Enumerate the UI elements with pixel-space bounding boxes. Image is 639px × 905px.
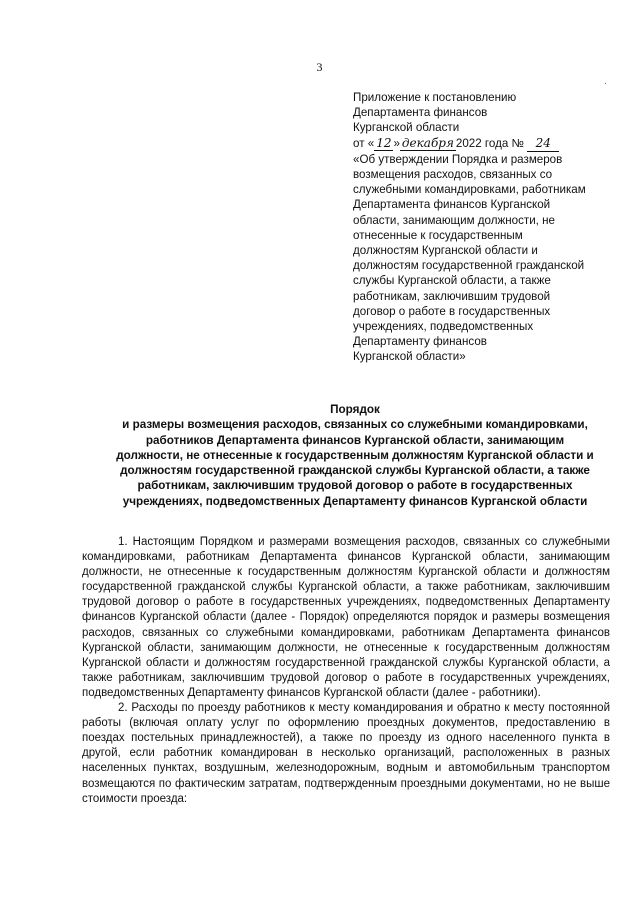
title-line: Порядок	[330, 403, 380, 416]
title-line: работников Департамента финансов Курганской области, занимающим	[145, 433, 565, 447]
appendix-date-line	[353, 136, 623, 152]
subject-line: Департаменту финансов	[353, 335, 487, 349]
subject-line: должностям государственной гражданской	[353, 259, 585, 273]
date-prefix: от «	[353, 136, 375, 150]
subject-line: работникам, заключившим трудовой	[353, 289, 551, 303]
paragraph-1: 1. Настоящим Порядком и размерами возмещения расходов, связанных со служебными командировками, работникам Департамента финансов Курганской области, занимающим должности, не отнесенные к государственным должностям Курганской области и должностям государственной гражданской службы Курганской области, а также работникам, заключившим трудовой договор о работе в государственных учреждениях, подведомственных Департаменту финансов Курганской области (далее - Порядок) определяются порядок и размеры возмещения расходов, связанных со служебными командировками, работникам Департамента финансов Курганской области, занимающим должности, не отнесенные к государственным должностям Курганской области и должностям государственной гражданской службы Курганской области, а также работникам, заключившим трудовой договор о работе в государственных учреждениях, подведомственных Департаменту финансов Курганской области (далее - работники).	[82, 536, 610, 699]
date-year: 2022 года №	[455, 136, 524, 150]
title-line: должности, не отнесенные к государственным должностям Курганской области и	[116, 448, 594, 462]
appendix-line: Департамента финансов	[353, 106, 488, 120]
title-line: работникам, заключившим трудовой договор о работе в государственных	[137, 479, 573, 493]
subject-line: Курганской области»	[353, 350, 466, 364]
appendix-line: Приложение к постановлению	[353, 91, 517, 104]
handwritten-month: декабря	[401, 135, 454, 150]
subject-line: службы Курганской области, а также	[353, 274, 551, 288]
subject-line: области, занимающим должности, не	[353, 213, 555, 227]
appendix-block	[353, 90, 623, 365]
handwritten-day: 12	[376, 135, 392, 150]
paragraph-2: 2. Расходы по проезду работников к месту командирования и обратно к месту постоянной работы (включая оплату услуг по оформлению проездных документов, предоставлению в поездах постельных принадлежностей), а также по проезду из одного населенного пункта в другой, если работник командирован в несколько организаций, расположенных в разных населенных пунктах, воздушным, железнодорожным, водным и автомобильным транспортом возмещаются по фактическим затратам, подтвержденным проездными документами, но не выше стоимости проезда:	[82, 702, 610, 805]
document-title	[60, 402, 639, 509]
page-number: 3	[316, 60, 323, 74]
subject-line: возмещения расходов, связанных со	[353, 168, 553, 182]
subject-line: служебными командировками, работникам	[353, 183, 586, 197]
subject-line: договор о работе в государственных	[353, 304, 551, 318]
document-body	[82, 535, 610, 807]
appendix-line: Курганской области	[353, 121, 460, 135]
title-line: учреждениях, подведомственных Департаменту финансов Курганской области	[122, 494, 588, 508]
title-line: должностям государственной гражданской службы Курганской области, а также	[120, 464, 590, 478]
subject-line: должностям Курганской области и	[353, 244, 538, 258]
subject-line: учреждениях, подведомственных	[353, 320, 534, 334]
margin-mark: .	[604, 76, 607, 87]
subject-line: отнесенные к государственным	[353, 228, 523, 242]
handwritten-doc-number: 24	[527, 136, 559, 152]
title-line: и размеры возмещения расходов, связанных со служебными командировками,	[122, 418, 588, 432]
date-mid: »	[393, 136, 400, 150]
subject-line: Департамента финансов Курганской	[353, 198, 551, 212]
subject-line: «Об утверждении Порядка и размеров	[353, 152, 563, 166]
